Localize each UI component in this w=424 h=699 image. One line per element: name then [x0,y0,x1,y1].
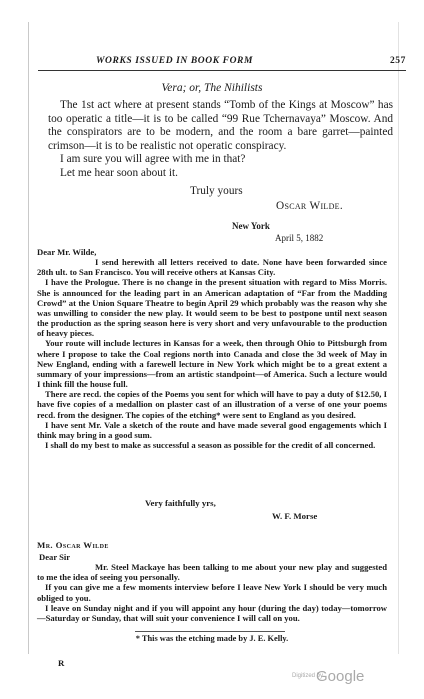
page-gutter-shadow [28,22,29,654]
section-title: Vera; or, The Nihilists [161,82,263,94]
paragraph: I have the Prologue. There is no change in the present situation with regard to Miss Morris. She is announced for the leading part in an American adaptation of “Far from the Madding Crowd” at the Union Square Theatre to begin April 29 which probably was the reason why she was unwilling to consider the new play. It would seem to be best to postpone until next season the production as the spring season here is very short and very unfavourable to the production of heavy pieces. [37,277,387,339]
paragraph: There are recd. the copies of the Poems you sent for which will have to pay a duty of $12.50, I have five copies of a medallion on plaster cast of an illustration of a verse of one your poems recd. from the designer. The copies of the etching* were sent to England as you desired. [37,389,387,420]
paragraph: I leave on Sunday night and if you will appoint any hour (during the day) today—tomorrow—Saturday or Sunday, that will suit your convenience I will call on you. [37,602,387,623]
salutation: Dear Sir [39,552,71,562]
letter-wilde-body [48,99,393,181]
paragraph: The 1st act where at present stands “Tomb of the Kings at Moscow” has too operatic a title—it is to be called “99 Rue Tchernavaya” Moscow. And the conspirators are to be modern, and the room a bare garret—painted crimson—it is to be realistic not operatic conspiracy. [48,99,393,152]
header-rule [38,70,406,71]
salutation: Dear Mr. Wilde, [37,247,97,257]
paragraph: I am sure you will agree with me in that? [60,153,246,166]
letter-closing: Very faithfully yrs, [145,498,216,508]
footnote-rule [135,631,285,632]
paragraph: I send herewith all letters received to date. None have been forwarded since 28th ult. to San Francisco. You will receive others at Kansas City. [37,257,387,278]
letter-signature: W. F. Morse [272,511,318,521]
google-logo: Google [316,668,365,685]
letter-place: New York [232,221,270,231]
page-edge [398,22,399,654]
digitized-watermark [292,668,412,688]
letter-morse-body [37,247,387,450]
watermark-prefix: Digitized by [292,673,324,679]
letter-date: April 5, 1882 [275,233,324,243]
footnote: * This was the etching made by J. E. Kelly. [135,634,289,643]
paragraph: I shall do my best to make as successful a season as possible for the credit of all concerned. [45,439,376,450]
running-title: WORKS ISSUED IN BOOK FORM [96,56,254,66]
signature-initial: R [58,658,65,668]
paragraph: Let me hear soon about it. [60,166,178,179]
letter-closing: Truly yours [190,185,243,197]
running-header [38,56,406,68]
letter-signature: Oscar Wilde. [276,200,343,212]
paragraph: Mr. Steel Mackaye has been talking to me about your new play and suggested to me the idea of seeing you personally. [37,562,387,583]
paragraph: If you can give me a few moments interview before I leave New York I should be very much obliged to you. [37,582,387,603]
paragraph: Your route will include lectures in Kansas for a week, then through Ohio to Pittsburgh from where I propose to take the Coal regions north into Canada and close the 3d week of May in New England, ending with a farewell lecture in New York which might be to a great extent a summary of your impressions—from an artistic standpoint—of America. Such a lecture would I think fill the house full. [37,338,387,390]
page-number: 257 [389,56,406,66]
letter-mackaye-body [37,552,387,623]
letter-recipient: Mr. Oscar Wilde [37,540,109,550]
paragraph: I have sent Mr. Vale a sketch of the route and have made several good engagements which I think may bring in a good sum. [37,419,387,440]
